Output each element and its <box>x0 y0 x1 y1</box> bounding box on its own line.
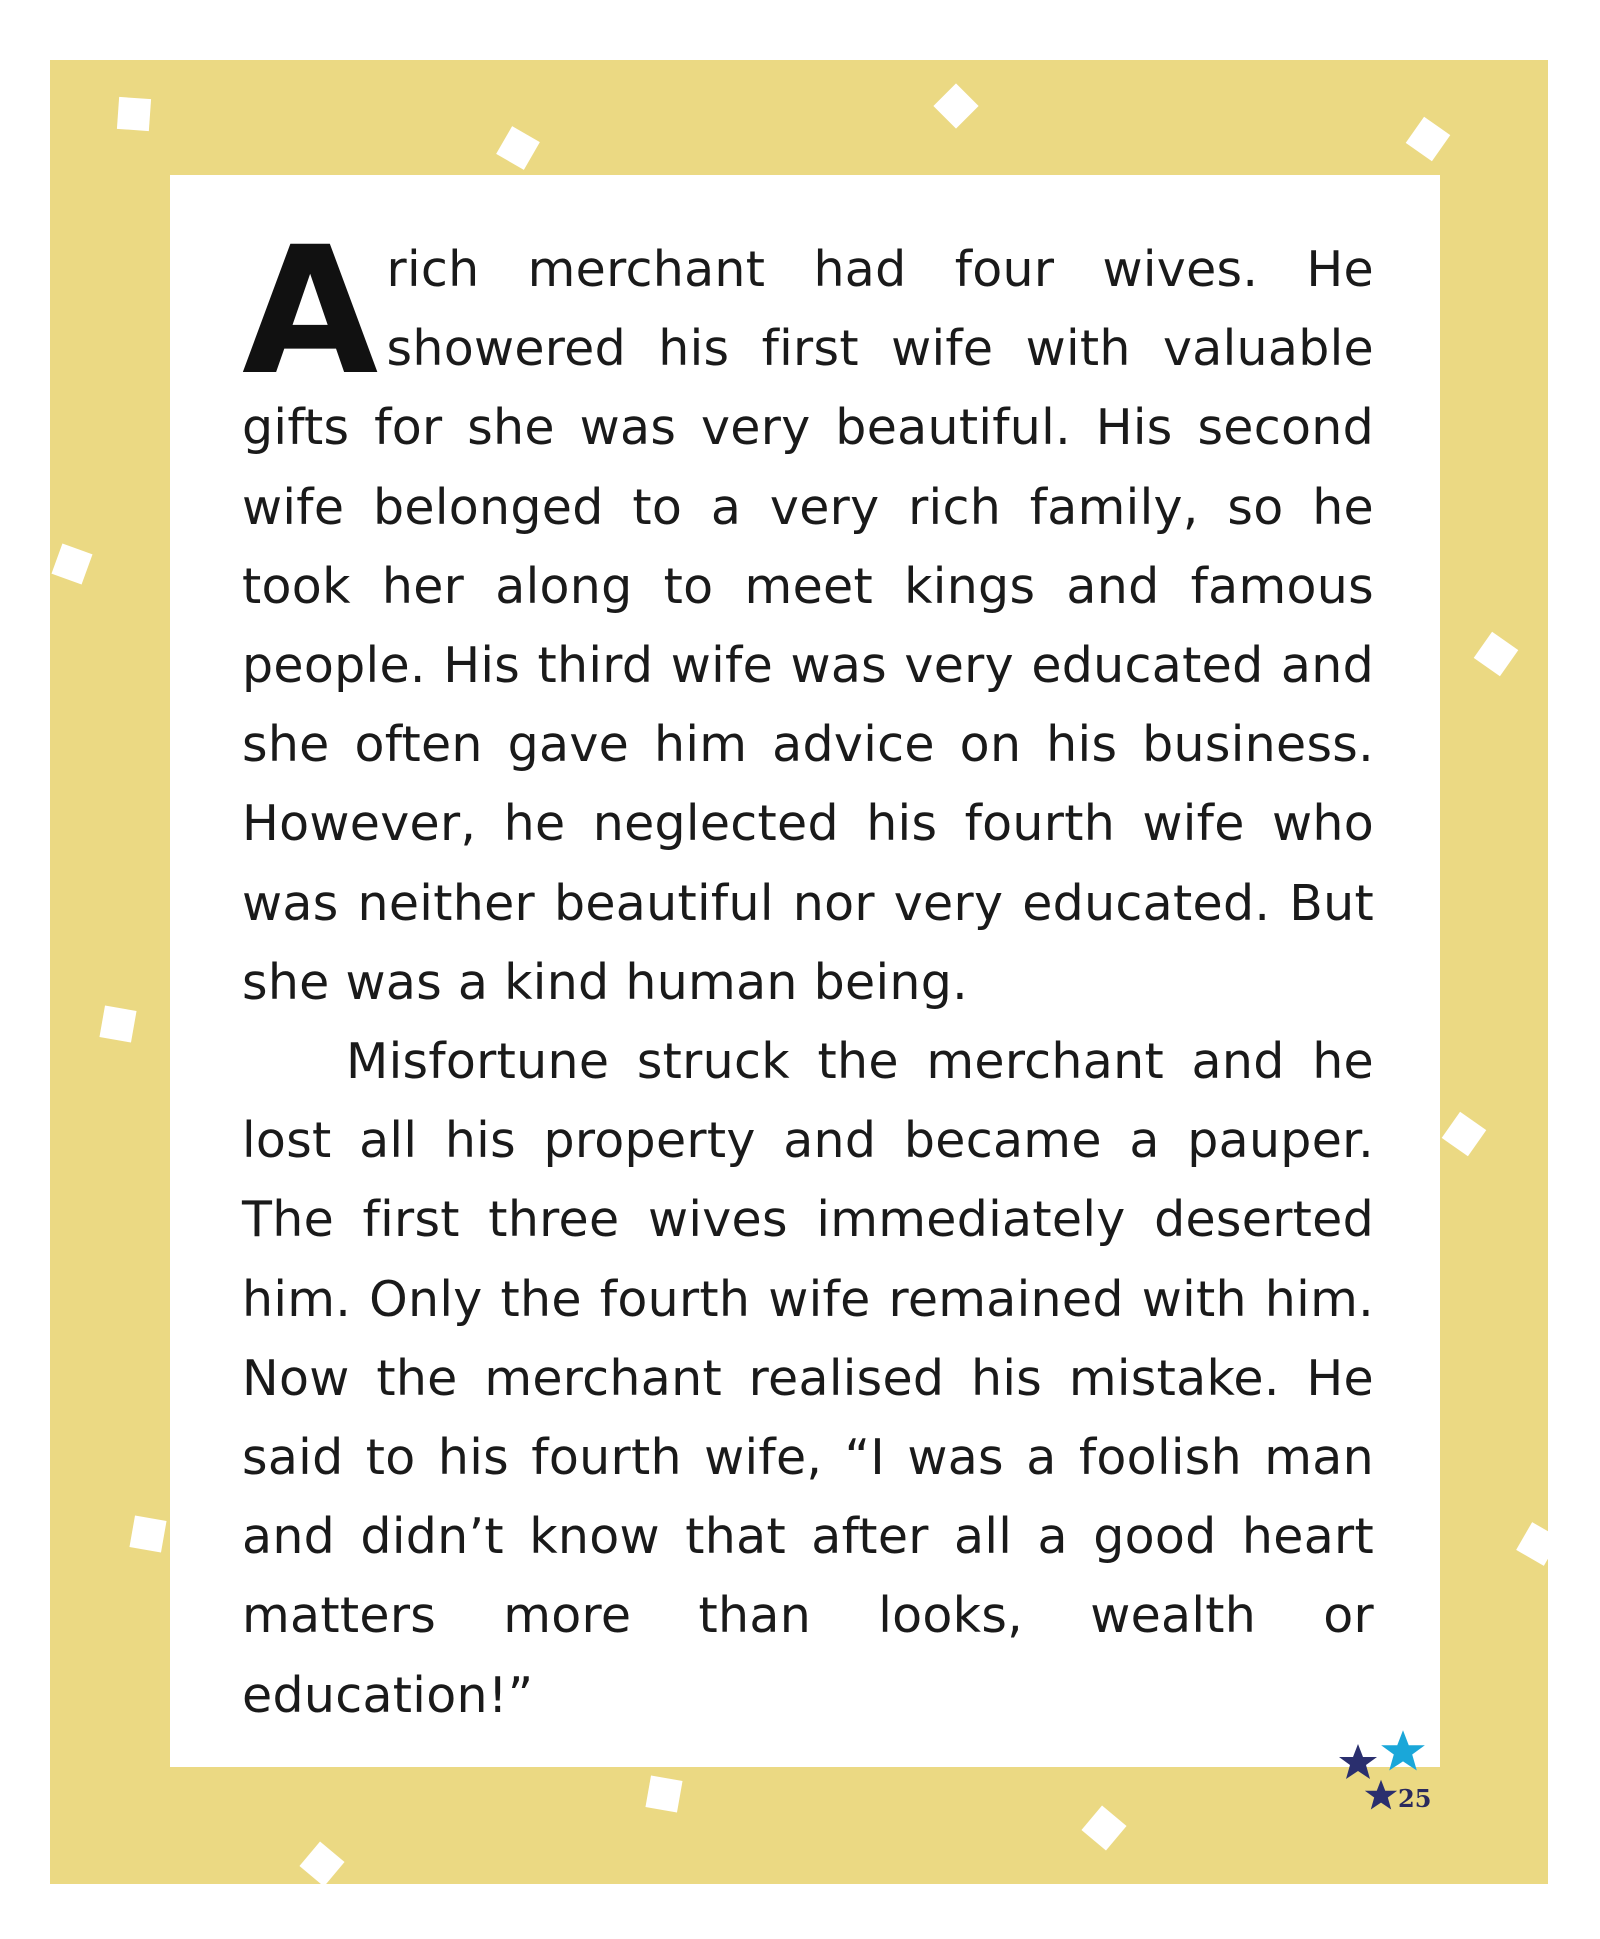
confetti-square-icon <box>1406 117 1451 162</box>
star-icon <box>1364 1778 1398 1812</box>
confetti-square-icon <box>129 1515 166 1552</box>
confetti-square-icon <box>1081 1805 1126 1850</box>
page-number: 25 <box>1398 1784 1432 1813</box>
confetti-square-icon <box>645 1775 682 1812</box>
paragraph-body: rich merchant had four wives. He showered his first wife with valuable gifts for she was very beautiful. His second wife belonged to a very rich family, so he took her along to meet kings and famous people. His third wife was very educated and she often gave him advice on his business. However, he neglected his fourth wife who was neither beautiful nor very educated. But she was a kind human being. <box>242 241 1374 1011</box>
confetti-square-icon <box>1474 632 1519 677</box>
confetti-square-icon <box>1442 1112 1487 1157</box>
confetti-square-icon <box>496 126 540 170</box>
drop-cap: A <box>242 209 379 414</box>
story-paragraph <box>242 209 1374 1022</box>
confetti-square-icon <box>51 543 92 584</box>
story-text <box>242 209 1374 1735</box>
confetti-square-icon <box>99 1005 136 1042</box>
star-icon <box>1380 1728 1426 1774</box>
confetti-square-icon <box>1516 1522 1548 1566</box>
page-border <box>50 60 1548 1884</box>
confetti-square-icon <box>117 97 151 131</box>
story-card <box>170 175 1440 1767</box>
confetti-square-icon <box>933 83 978 128</box>
star-icon <box>1338 1742 1378 1782</box>
confetti-square-icon <box>299 1841 344 1884</box>
story-paragraph: Misfortune struck the merchant and he lost all his property and became a pauper. The first three wives immediately deserted him. Only the fourth wife remained with him. Now the merchant realised his mistake. He said to his fourth wife, “I was a foolish man and didn’t know that after all a good heart matters more than looks, wealth or education!” <box>242 1033 1374 1724</box>
